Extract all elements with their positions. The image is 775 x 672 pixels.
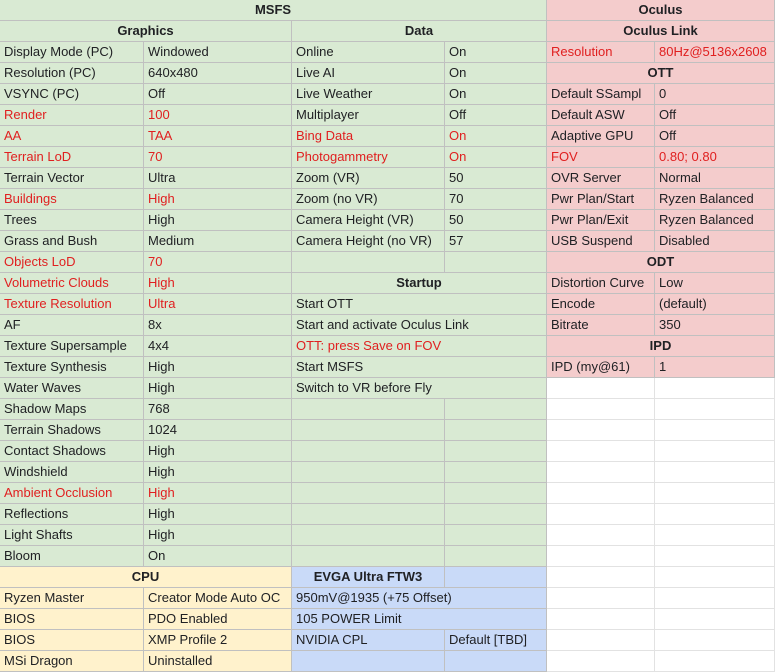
- data-setting-name[interactable]: Live AI: [292, 63, 445, 84]
- graphics-setting-value[interactable]: High: [144, 504, 292, 525]
- empty-cell[interactable]: [445, 252, 547, 273]
- graphics-setting-name[interactable]: VSYNC (PC): [0, 84, 144, 105]
- odt-setting-value[interactable]: Low: [655, 273, 775, 294]
- empty-cell[interactable]: [292, 420, 445, 441]
- graphics-setting-name[interactable]: AF: [0, 315, 144, 336]
- ott-setting-name[interactable]: USB Suspend: [547, 231, 655, 252]
- gpu-setting-value[interactable]: Default [TBD]: [445, 630, 547, 651]
- data-setting-name[interactable]: Live Weather: [292, 84, 445, 105]
- empty-cell[interactable]: [655, 441, 775, 462]
- graphics-setting-name[interactable]: Terrain LoD: [0, 147, 144, 168]
- ott-setting-value[interactable]: 0.80; 0.80: [655, 147, 775, 168]
- graphics-setting-value[interactable]: High: [144, 525, 292, 546]
- empty-cell[interactable]: [655, 399, 775, 420]
- graphics-setting-name[interactable]: Trees: [0, 210, 144, 231]
- gpu-header[interactable]: EVGA Ultra FTW3: [292, 567, 445, 588]
- graphics-setting-name[interactable]: Terrain Vector: [0, 168, 144, 189]
- data-setting-value[interactable]: Off: [445, 105, 547, 126]
- ott-setting-name[interactable]: Default SSampl: [547, 84, 655, 105]
- graphics-setting-name[interactable]: Shadow Maps: [0, 399, 144, 420]
- graphics-setting-name[interactable]: Volumetric Clouds: [0, 273, 144, 294]
- empty-cell[interactable]: [445, 483, 547, 504]
- graphics-setting-name[interactable]: Water Waves: [0, 378, 144, 399]
- ott-setting-value[interactable]: Disabled: [655, 231, 775, 252]
- data-setting-name[interactable]: Zoom (VR): [292, 168, 445, 189]
- data-setting-name[interactable]: Zoom (no VR): [292, 189, 445, 210]
- empty-cell[interactable]: [445, 546, 547, 567]
- graphics-setting-value[interactable]: High: [144, 483, 292, 504]
- data-setting-value[interactable]: 57: [445, 231, 547, 252]
- empty-cell[interactable]: [547, 567, 655, 588]
- data-setting-value[interactable]: 50: [445, 168, 547, 189]
- cpu-setting-value[interactable]: Uninstalled: [144, 651, 292, 672]
- empty-cell[interactable]: [655, 567, 775, 588]
- empty-cell[interactable]: [292, 651, 445, 672]
- empty-cell[interactable]: [292, 399, 445, 420]
- odt-setting-name[interactable]: Bitrate: [547, 315, 655, 336]
- empty-cell[interactable]: [547, 483, 655, 504]
- graphics-setting-name[interactable]: Objects LoD: [0, 252, 144, 273]
- empty-cell[interactable]: [655, 378, 775, 399]
- empty-cell[interactable]: [655, 504, 775, 525]
- empty-cell[interactable]: [292, 546, 445, 567]
- empty-cell[interactable]: [445, 567, 547, 588]
- oculus-link-setting-value[interactable]: 80Hz@5136x2608: [655, 42, 775, 63]
- graphics-setting-value[interactable]: High: [144, 273, 292, 294]
- cpu-setting-name[interactable]: BIOS: [0, 630, 144, 651]
- empty-cell[interactable]: [292, 462, 445, 483]
- startup-header[interactable]: Startup: [292, 273, 547, 294]
- graphics-setting-name[interactable]: Buildings: [0, 189, 144, 210]
- startup-step[interactable]: Start MSFS: [292, 357, 547, 378]
- data-setting-name[interactable]: Photogammetry: [292, 147, 445, 168]
- cpu-setting-name[interactable]: BIOS: [0, 609, 144, 630]
- graphics-setting-name[interactable]: Texture Resolution: [0, 294, 144, 315]
- ott-setting-name[interactable]: OVR Server: [547, 168, 655, 189]
- oculus-title-cell[interactable]: Oculus: [547, 0, 775, 21]
- empty-cell[interactable]: [547, 546, 655, 567]
- odt-setting-value[interactable]: 350: [655, 315, 775, 336]
- data-setting-value[interactable]: 50: [445, 210, 547, 231]
- graphics-setting-value[interactable]: 100: [144, 105, 292, 126]
- ott-setting-name[interactable]: Pwr Plan/Start: [547, 189, 655, 210]
- graphics-setting-name[interactable]: Texture Synthesis: [0, 357, 144, 378]
- ott-setting-value[interactable]: Off: [655, 126, 775, 147]
- oculus-link-header[interactable]: Oculus Link: [547, 21, 775, 42]
- cpu-setting-name[interactable]: Ryzen Master: [0, 588, 144, 609]
- ott-setting-value[interactable]: Ryzen Balanced: [655, 189, 775, 210]
- empty-cell[interactable]: [445, 525, 547, 546]
- data-header[interactable]: Data: [292, 21, 547, 42]
- empty-cell[interactable]: [655, 630, 775, 651]
- ott-setting-value[interactable]: Normal: [655, 168, 775, 189]
- graphics-setting-value[interactable]: High: [144, 378, 292, 399]
- odt-setting-name[interactable]: Encode: [547, 294, 655, 315]
- data-setting-name[interactable]: Bing Data: [292, 126, 445, 147]
- graphics-setting-value[interactable]: 1024: [144, 420, 292, 441]
- ott-setting-value[interactable]: Off: [655, 105, 775, 126]
- empty-cell[interactable]: [547, 609, 655, 630]
- data-setting-value[interactable]: 70: [445, 189, 547, 210]
- empty-cell[interactable]: [655, 483, 775, 504]
- graphics-setting-name[interactable]: Grass and Bush: [0, 231, 144, 252]
- graphics-setting-value[interactable]: 8x: [144, 315, 292, 336]
- empty-cell[interactable]: [655, 420, 775, 441]
- graphics-setting-name[interactable]: Reflections: [0, 504, 144, 525]
- ott-setting-value[interactable]: 0: [655, 84, 775, 105]
- odt-setting-name[interactable]: Distortion Curve: [547, 273, 655, 294]
- graphics-setting-name[interactable]: Windshield: [0, 462, 144, 483]
- ott-setting-name[interactable]: Pwr Plan/Exit: [547, 210, 655, 231]
- oculus-link-setting-name[interactable]: Resolution: [547, 42, 655, 63]
- ott-header[interactable]: OTT: [547, 63, 775, 84]
- graphics-setting-value[interactable]: 4x4: [144, 336, 292, 357]
- graphics-setting-value[interactable]: High: [144, 357, 292, 378]
- empty-cell[interactable]: [292, 441, 445, 462]
- graphics-setting-value[interactable]: Ultra: [144, 294, 292, 315]
- graphics-setting-value[interactable]: On: [144, 546, 292, 567]
- data-setting-value[interactable]: On: [445, 63, 547, 84]
- msfs-title-cell[interactable]: MSFS: [0, 0, 547, 21]
- cpu-setting-value[interactable]: XMP Profile 2: [144, 630, 292, 651]
- empty-cell[interactable]: [445, 462, 547, 483]
- gpu-setting-name[interactable]: NVIDIA CPL: [292, 630, 445, 651]
- empty-cell[interactable]: [547, 462, 655, 483]
- empty-cell[interactable]: [547, 504, 655, 525]
- empty-cell[interactable]: [547, 525, 655, 546]
- ott-setting-name[interactable]: FOV: [547, 147, 655, 168]
- empty-cell[interactable]: [655, 462, 775, 483]
- graphics-setting-name[interactable]: Terrain Shadows: [0, 420, 144, 441]
- startup-step[interactable]: Start OTT: [292, 294, 547, 315]
- ipd-setting-value[interactable]: 1: [655, 357, 775, 378]
- empty-cell[interactable]: [655, 609, 775, 630]
- graphics-setting-name[interactable]: Light Shafts: [0, 525, 144, 546]
- data-setting-value[interactable]: On: [445, 42, 547, 63]
- graphics-setting-name[interactable]: Resolution (PC): [0, 63, 144, 84]
- graphics-setting-name[interactable]: Texture Supersample: [0, 336, 144, 357]
- data-setting-value[interactable]: On: [445, 126, 547, 147]
- graphics-setting-name[interactable]: Display Mode (PC): [0, 42, 144, 63]
- graphics-header[interactable]: Graphics: [0, 21, 292, 42]
- graphics-setting-value[interactable]: Windowed: [144, 42, 292, 63]
- graphics-setting-value[interactable]: Medium: [144, 231, 292, 252]
- startup-step[interactable]: Start and activate Oculus Link: [292, 315, 547, 336]
- empty-cell[interactable]: [445, 651, 547, 672]
- data-setting-name[interactable]: Camera Height (VR): [292, 210, 445, 231]
- ott-setting-name[interactable]: Adaptive GPU: [547, 126, 655, 147]
- data-setting-value[interactable]: On: [445, 84, 547, 105]
- cpu-header[interactable]: CPU: [0, 567, 292, 588]
- graphics-setting-value[interactable]: High: [144, 462, 292, 483]
- empty-cell[interactable]: [655, 588, 775, 609]
- graphics-setting-value[interactable]: High: [144, 189, 292, 210]
- graphics-setting-value[interactable]: Off: [144, 84, 292, 105]
- empty-cell[interactable]: [655, 525, 775, 546]
- data-setting-name[interactable]: Multiplayer: [292, 105, 445, 126]
- cpu-setting-value[interactable]: PDO Enabled: [144, 609, 292, 630]
- data-setting-value[interactable]: On: [445, 147, 547, 168]
- empty-cell[interactable]: [547, 399, 655, 420]
- graphics-setting-value[interactable]: Ultra: [144, 168, 292, 189]
- gpu-setting[interactable]: 950mV@1935 (+75 Offset): [292, 588, 547, 609]
- empty-cell[interactable]: [445, 441, 547, 462]
- empty-cell[interactable]: [655, 651, 775, 672]
- graphics-setting-value[interactable]: TAA: [144, 126, 292, 147]
- data-setting-name[interactable]: Camera Height (no VR): [292, 231, 445, 252]
- empty-cell[interactable]: [547, 588, 655, 609]
- startup-step[interactable]: OTT: press Save on FOV: [292, 336, 547, 357]
- graphics-setting-name[interactable]: AA: [0, 126, 144, 147]
- graphics-setting-value[interactable]: High: [144, 441, 292, 462]
- startup-step[interactable]: Switch to VR before Fly: [292, 378, 547, 399]
- empty-cell[interactable]: [547, 378, 655, 399]
- empty-cell[interactable]: [547, 420, 655, 441]
- graphics-setting-name[interactable]: Bloom: [0, 546, 144, 567]
- empty-cell[interactable]: [292, 252, 445, 273]
- ott-setting-name[interactable]: Default ASW: [547, 105, 655, 126]
- graphics-setting-name[interactable]: Contact Shadows: [0, 441, 144, 462]
- cpu-setting-value[interactable]: Creator Mode Auto OC: [144, 588, 292, 609]
- graphics-setting-value[interactable]: 640x480: [144, 63, 292, 84]
- empty-cell[interactable]: [547, 441, 655, 462]
- empty-cell[interactable]: [445, 504, 547, 525]
- ipd-setting-name[interactable]: IPD (my@61): [547, 357, 655, 378]
- ipd-header[interactable]: IPD: [547, 336, 775, 357]
- graphics-setting-name[interactable]: Render: [0, 105, 144, 126]
- empty-cell[interactable]: [292, 483, 445, 504]
- odt-setting-value[interactable]: (default): [655, 294, 775, 315]
- empty-cell[interactable]: [655, 546, 775, 567]
- graphics-setting-value[interactable]: 70: [144, 147, 292, 168]
- odt-header[interactable]: ODT: [547, 252, 775, 273]
- graphics-setting-value[interactable]: 70: [144, 252, 292, 273]
- empty-cell[interactable]: [445, 399, 547, 420]
- empty-cell[interactable]: [547, 630, 655, 651]
- empty-cell[interactable]: [445, 420, 547, 441]
- graphics-setting-value[interactable]: 768: [144, 399, 292, 420]
- cpu-setting-name[interactable]: MSi Dragon: [0, 651, 144, 672]
- data-setting-name[interactable]: Online: [292, 42, 445, 63]
- graphics-setting-name[interactable]: Ambient Occlusion: [0, 483, 144, 504]
- empty-cell[interactable]: [292, 525, 445, 546]
- empty-cell[interactable]: [547, 651, 655, 672]
- graphics-setting-value[interactable]: High: [144, 210, 292, 231]
- gpu-setting[interactable]: 105 POWER Limit: [292, 609, 547, 630]
- ott-setting-value[interactable]: Ryzen Balanced: [655, 210, 775, 231]
- empty-cell[interactable]: [292, 504, 445, 525]
